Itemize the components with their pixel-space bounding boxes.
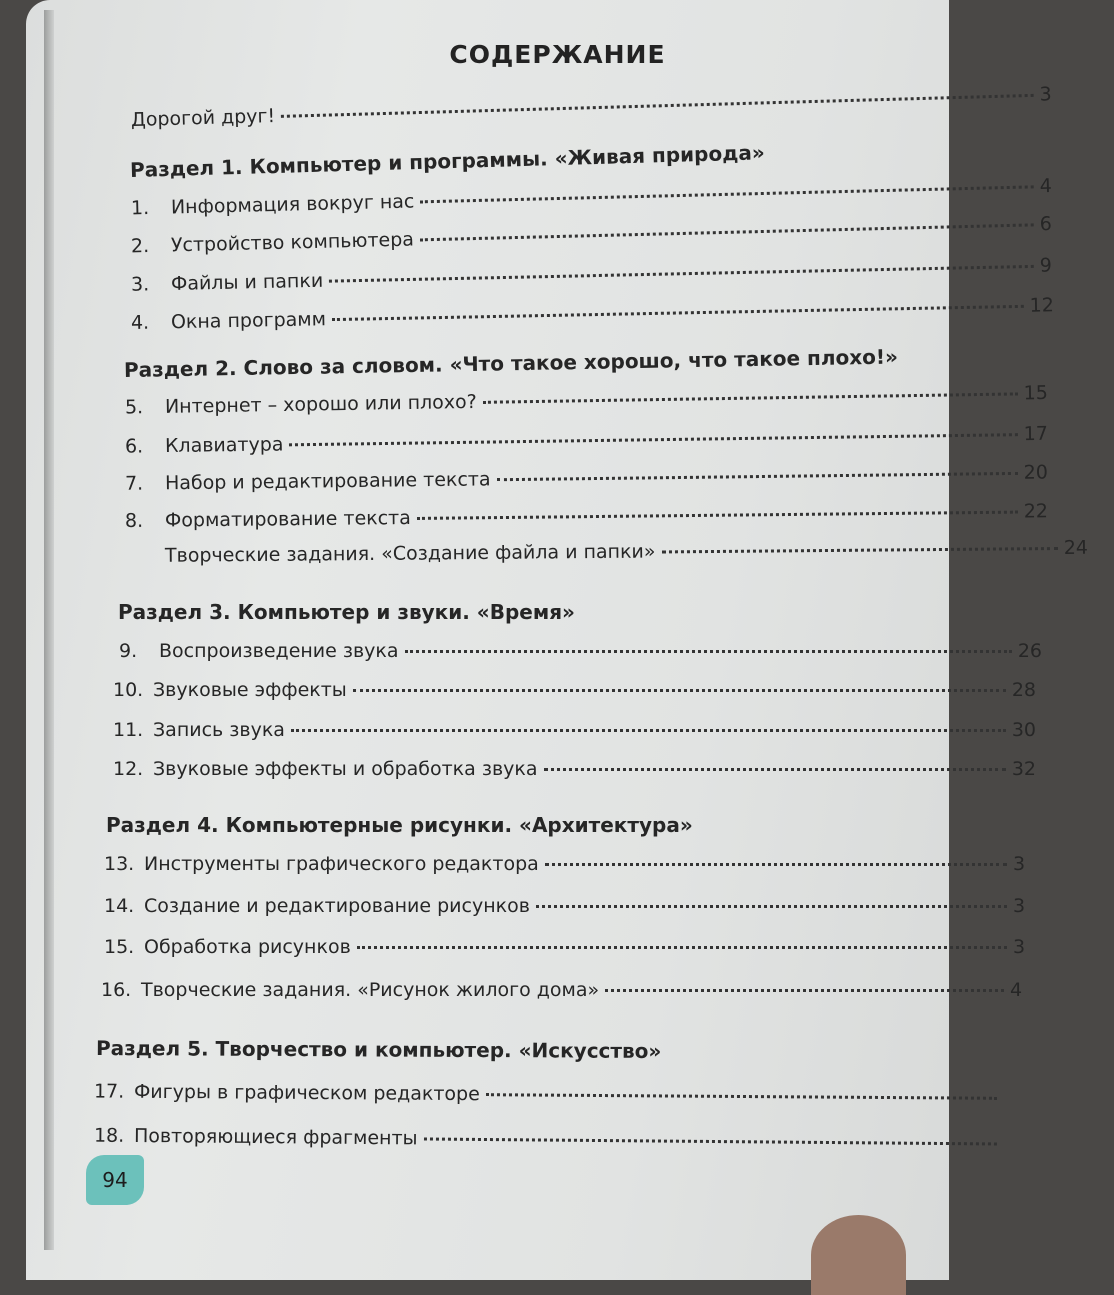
toc-entry-label: Творческие задания. «Рисунок жилого дома» [141, 979, 599, 1001]
toc-entry [26, 936, 1027, 958]
page-number: 94 [102, 1168, 127, 1192]
page-edge [44, 10, 54, 1250]
dot-leader [420, 223, 1034, 241]
toc-entry [26, 979, 1024, 1001]
toc-entry [26, 719, 1036, 741]
dot-leader [281, 94, 1034, 118]
toc-page-number: 26 [1018, 640, 1042, 662]
toc-entry-label: Информация вокруг нас [171, 191, 415, 219]
toc-page-number: 4 [1039, 175, 1054, 197]
toc-entry-label: Устройство компьютера [171, 229, 414, 257]
section-heading-5: Раздел 5. Творчество и компьютер. «Искусство» [96, 1036, 661, 1063]
toc-entry-number: 5. [125, 396, 165, 419]
toc-entry-number: 12. [113, 758, 153, 780]
dot-leader [405, 650, 1012, 653]
toc-page-number: 12 [1029, 294, 1054, 316]
toc-entry [26, 212, 1098, 260]
dot-leader [291, 729, 1006, 732]
dot-leader [424, 1137, 997, 1145]
toc-entry-number: 14. [104, 895, 144, 917]
dot-leader [289, 433, 1017, 446]
toc-entry-label: Звуковые эффекты [153, 679, 347, 701]
toc-entry-label: Окна программ [171, 308, 326, 333]
toc-entry-number: 9. [119, 640, 159, 662]
toc-entry-label: Набор и редактирование текста [165, 468, 491, 494]
dot-leader [605, 989, 1004, 992]
toc-entry-label: Дорогой друг! [131, 105, 276, 131]
toc-entry [26, 537, 1096, 568]
toc-entry-label: Создание и редактирование рисунков [144, 895, 530, 917]
toc-entry [26, 500, 1062, 533]
toc-entry-intro [26, 82, 1114, 134]
toc-entry [26, 679, 1036, 701]
toc-page-number: 4 [1010, 979, 1024, 1001]
toc-page-number: 3 [1013, 895, 1027, 917]
dot-leader [536, 905, 1007, 908]
toc-entry-label: Творческие задания. «Создание файла и папки» [165, 541, 656, 567]
book-page [26, 0, 949, 1280]
toc-page-number: 24 [1064, 537, 1088, 559]
toc-page-number: 9 [1040, 254, 1054, 276]
toc-entry-number: 11. [113, 719, 153, 741]
dot-leader [417, 511, 1018, 520]
section-heading-3: Раздел 3. Компьютер и звуки. «Время» [118, 600, 575, 624]
toc-entry [26, 254, 1096, 298]
toc-entry-number: 1. [131, 196, 172, 219]
toc-page-number: 22 [1024, 500, 1048, 522]
toc-entry-number: 6. [125, 435, 165, 458]
toc-page-number: 3 [1013, 936, 1027, 958]
toc-page-number: 15 [1024, 382, 1049, 404]
dot-leader [357, 946, 1007, 949]
toc-entry-label: Клавиатура [165, 433, 284, 457]
toc-entry [26, 1080, 1017, 1109]
toc-entry-label: Запись звука [153, 719, 285, 741]
dot-leader [329, 265, 1034, 283]
dot-leader [420, 185, 1033, 203]
toc-entry [26, 1124, 1017, 1155]
toc-entry-label: Фигуры в графическом редакторе [134, 1081, 480, 1105]
toc-entry-label: Форматирование текста [165, 507, 411, 532]
toc-entry-number: 7. [125, 472, 165, 494]
toc-page-number: 3 [1039, 83, 1054, 105]
dot-leader [544, 768, 1006, 771]
toc-entry-number: 4. [131, 311, 171, 334]
toc-entry-number: 2. [131, 234, 172, 257]
toc-entry-number: 10. [113, 679, 153, 701]
toc-entry-label: Звуковые эффекты и обработка звука [153, 758, 538, 780]
toc-entry-number: 18. [94, 1125, 134, 1147]
toc-entry-number: 15. [104, 936, 144, 958]
dot-leader [486, 1093, 997, 1100]
toc-page-number: 30 [1012, 719, 1036, 741]
toc-entry-label: Файлы и папки [171, 270, 324, 295]
toc-entry-number: 17. [94, 1080, 134, 1102]
dot-leader [497, 472, 1018, 481]
page-title: СОДЕРЖАНИЕ [96, 40, 1019, 69]
toc-entry [26, 758, 1036, 780]
toc-page-number: 17 [1024, 423, 1048, 445]
toc-page-number: 28 [1012, 679, 1036, 701]
section-heading-2: Раздел 2. Слово за словом. «Что такое хорошо, что такое плохо!» [124, 344, 898, 382]
toc-entry-number: 8. [125, 510, 165, 532]
section-heading-1: Раздел 1. Компьютер и программы. «Живая природа» [130, 140, 765, 182]
page-number-badge [86, 1155, 144, 1205]
toc-entry [26, 382, 1072, 420]
toc-entry [26, 640, 1042, 662]
dot-leader [353, 689, 1006, 692]
toc-page-number: 6 [1039, 213, 1054, 235]
toc-entry [26, 422, 1072, 459]
toc-entry-number: 16. [101, 979, 141, 1001]
toc-entry-number: 13. [104, 853, 144, 875]
dot-leader [332, 305, 1024, 321]
toc-page-number: 32 [1012, 758, 1036, 780]
toc-entry [26, 853, 1027, 875]
toc-entry-number: 3. [131, 273, 171, 296]
toc-entry-label: Воспроизведение звука [159, 640, 399, 662]
toc-entry [26, 461, 1066, 496]
toc-entry-label: Интернет – хорошо или плохо? [165, 391, 477, 418]
dot-leader [483, 392, 1018, 403]
dot-leader [661, 547, 1057, 553]
toc-entry-label: Инструменты графического редактора [144, 853, 539, 875]
toc-entry-label: Обработка рисунков [144, 936, 351, 958]
toc-page-number: 3 [1013, 853, 1027, 875]
toc-entry-label: Повторяющиеся фрагменты [134, 1125, 418, 1149]
dot-leader [545, 863, 1007, 866]
section-heading-4: Раздел 4. Компьютерные рисунки. «Архитектура» [106, 813, 693, 837]
toc-page-number: 20 [1024, 462, 1048, 484]
toc-entry [26, 294, 1086, 336]
toc-entry [26, 895, 1027, 917]
thumb [811, 1215, 906, 1295]
